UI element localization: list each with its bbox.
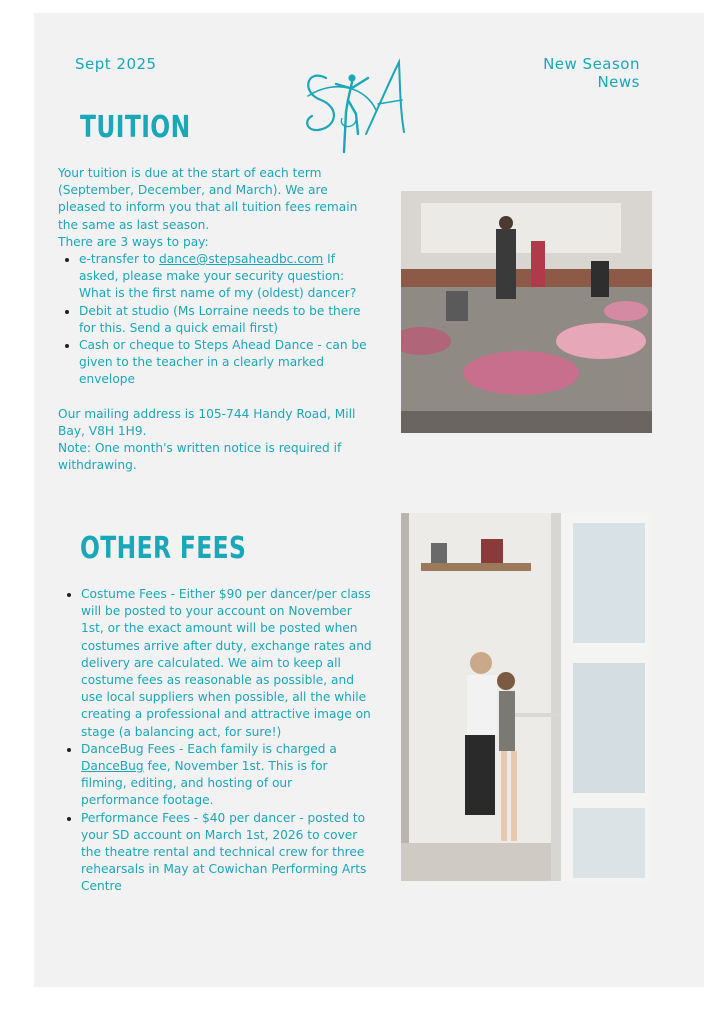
- ballet-class-photo: [401, 513, 652, 881]
- payment-ways-intro: There are 3 ways to pay:: [58, 234, 209, 249]
- fee-item-costume: • Costume Fees - Either $90 per dancer/per class will be posted to your account on November 1st, or the exact amount will be posted when costumes arrive after duty, exchange rates and delivery are calculated. We aim to keep all costume fees as reasonable as possible, and use local suppliers when possible, all the while creating a professional and attractive image on stage (a balancing act, for sure!): [81, 586, 372, 741]
- payment-methods-list: [58, 251, 370, 389]
- fee-item-performance: • Performance Fees - $40 per dancer - posted to your SD account on March 1st, 2026 to cover the theatre rental and technical crew for three rehearsals in May at Cowichan Performing Arts Centre: [81, 810, 372, 896]
- other-fees-section: [60, 586, 372, 896]
- dancebug-link[interactable]: DanceBug: [81, 759, 144, 774]
- dancebug-text-end: fee, November 1st. This is for filming, editing, and hosting of our performance footage.: [81, 759, 328, 808]
- studio-costume-photo: [401, 191, 652, 433]
- newsletter-page: [34, 13, 704, 987]
- season-title: [543, 55, 640, 91]
- mailing-address: Our mailing address is 105-744 Handy Road, Mill Bay, V8H 1H9.: [58, 406, 356, 438]
- tuition-section: [58, 165, 370, 474]
- withdrawal-note: Note: One month's written notice is required if withdrawing.: [58, 441, 342, 473]
- dancebug-text-start: DanceBug Fees - Each family is charged a: [81, 741, 337, 756]
- etransfer-label: e-transfer to: [79, 252, 160, 267]
- studio-logo: [296, 48, 416, 163]
- tuition-heading: TUITION: [80, 110, 191, 145]
- payment-method-debit: • Debit at studio (Ms Lorraine needs to be there for this. Send a quick email first): [79, 303, 370, 337]
- season-title-line2: News: [597, 73, 640, 91]
- payment-method-cash: • Cash or cheque to Steps Ahead Dance - can be given to the teacher in a clearly marked envelope: [79, 337, 370, 389]
- fees-list: [60, 586, 372, 741]
- ballet-photo-illustration: [401, 513, 652, 881]
- etransfer-instructions: If asked, please make your security question: What is the first name of my (oldest) dancer?: [79, 252, 357, 301]
- tuition-intro: Your tuition is due at the start of each term (September, December, and March). We are pleased to inform you that all tuition fees remain the same as last season.: [58, 166, 358, 232]
- costume-photo-illustration: [401, 191, 652, 433]
- fee-item-dancebug: [81, 741, 372, 810]
- other-fees-heading: OTHER FEES: [80, 531, 247, 566]
- payment-method-etransfer: [79, 251, 370, 303]
- issue-date: Sept 2025: [75, 55, 157, 73]
- email-link[interactable]: dance@stepsaheadbc.com: [159, 252, 324, 267]
- fees-list-continued: [60, 741, 372, 896]
- season-title-line1: New Season: [543, 55, 640, 73]
